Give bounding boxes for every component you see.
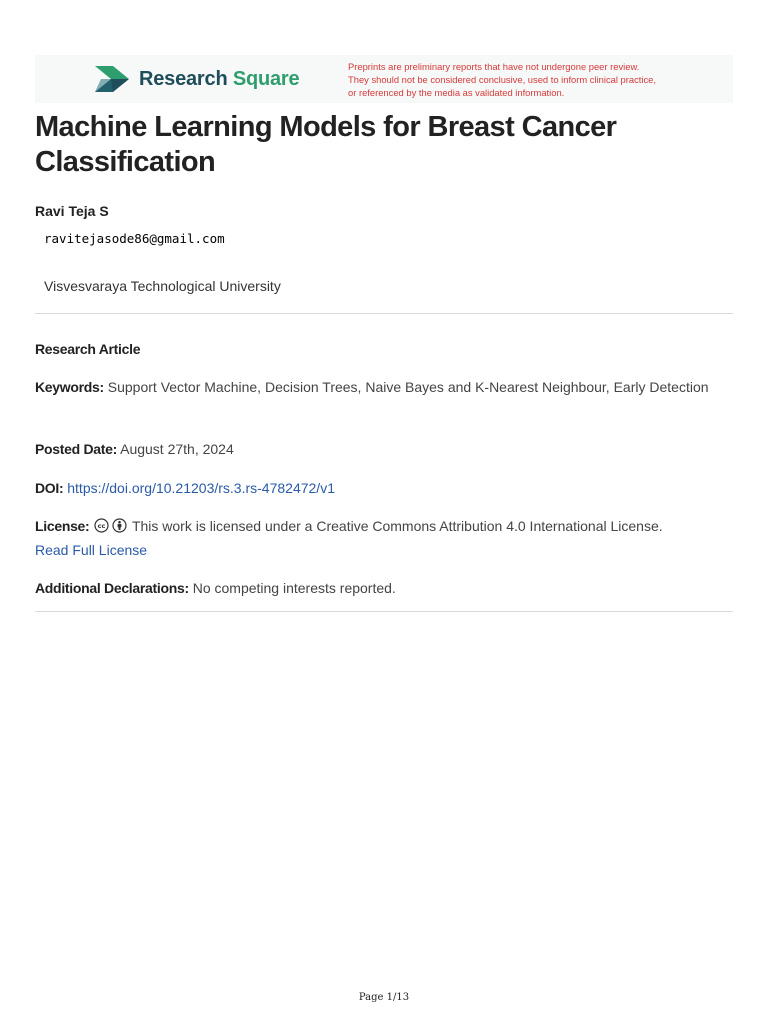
license-text: This work is licensed under a Creative Commons Attribution 4.0 International License. (131, 518, 663, 534)
author-affiliation: Visvesvaraya Technological University (44, 278, 281, 294)
posted-date-value: August 27th, 2024 (120, 441, 234, 457)
doi-row (35, 476, 725, 500)
logo-wordmark (139, 67, 299, 91)
page-number: Page 1/13 (358, 992, 410, 1003)
disclaimer-line: or referenced by the media as validated information. (348, 87, 565, 98)
article-type-label: Research Article (35, 341, 141, 357)
attribution-icon[interactable] (112, 518, 127, 533)
disclaimer-line: They should not be considered conclusive, used to inform clinical practice, (348, 74, 656, 85)
research-square-logo[interactable] (93, 64, 299, 94)
cc-icon[interactable] (94, 518, 109, 533)
posted-date-label: Posted Date: (35, 441, 117, 457)
logo-square-text: Square (232, 68, 300, 90)
section-divider (35, 313, 733, 314)
license-label: License: (35, 518, 90, 534)
research-square-logo-icon (93, 64, 131, 94)
license-icons (94, 518, 127, 533)
svg-text:cc: cc (97, 522, 106, 531)
paper-title: Machine Learning Models for Breast Cancer Classification (35, 111, 617, 178)
logo-research-text: Research (139, 68, 228, 90)
keywords-label: Keywords: (35, 379, 104, 395)
article-type (35, 337, 725, 361)
declarations-row (35, 576, 725, 600)
preprint-header (35, 55, 733, 103)
read-full-license-link[interactable]: Read Full License (35, 542, 148, 558)
preprint-disclaimer (348, 60, 728, 99)
section-divider (35, 611, 733, 612)
disclaimer-line: Preprints are preliminary reports that have not undergone peer review. (348, 61, 640, 72)
doi-label: DOI: (35, 480, 64, 496)
doi-link[interactable]: https://doi.org/10.21203/rs.3.rs-4782472/v1 (67, 480, 335, 496)
author-email[interactable]: ravitejasode86@gmail.com (44, 231, 225, 246)
license-row (35, 514, 725, 562)
declarations-value: No competing interests reported. (192, 580, 396, 596)
keywords-value: Support Vector Machine, Decision Trees, Naive Bayes and K-Nearest Neighbour, Early Detection (107, 379, 709, 395)
keywords-row (35, 375, 725, 399)
author-name: Ravi Teja S (35, 203, 109, 219)
posted-date-row (35, 437, 725, 461)
declarations-label: Additional Declarations: (35, 580, 189, 596)
